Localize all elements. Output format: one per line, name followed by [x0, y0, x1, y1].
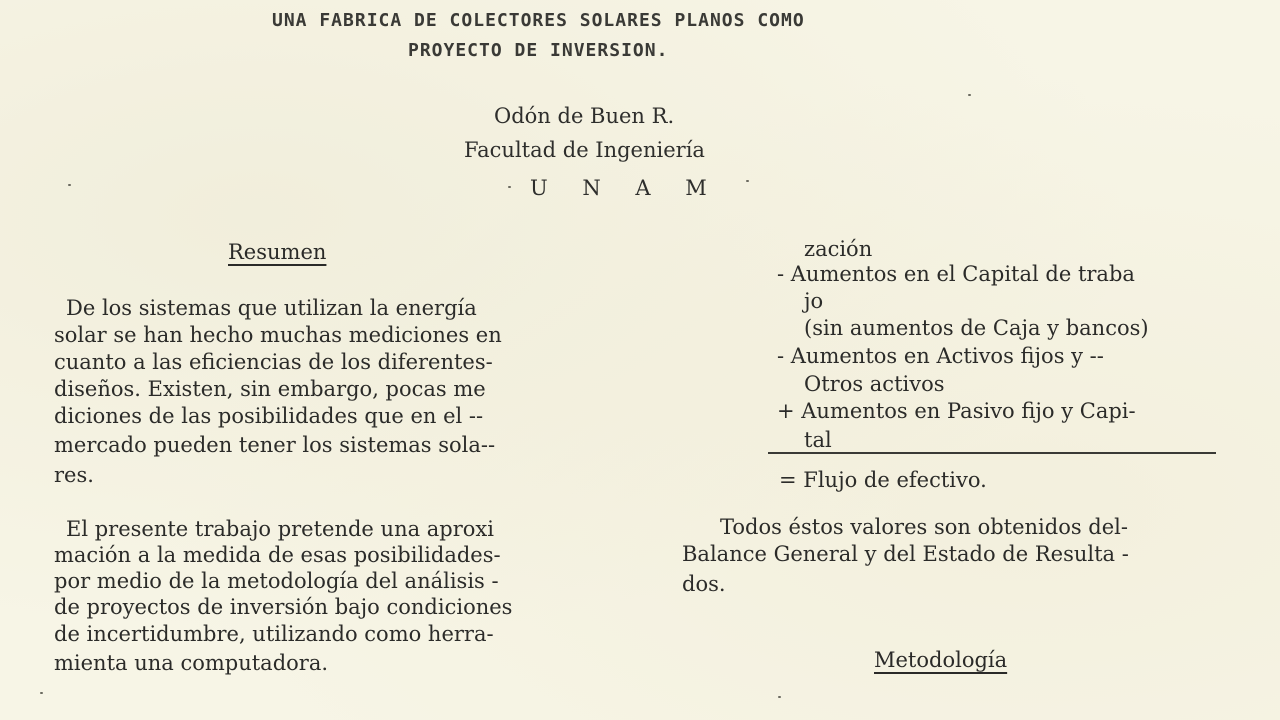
metodologia-heading: Metodología	[874, 648, 1008, 672]
text-line: diseños. Existen, sin embargo, pocas me	[54, 377, 486, 401]
text-line: cuanto a las eficiencias de los diferentes-	[54, 350, 493, 374]
cash-flow-result: = Flujo de efectivo.	[779, 468, 987, 492]
resumen-heading: Resumen	[228, 240, 327, 264]
author-affiliation: Facultad de Ingeniería	[464, 138, 705, 162]
sum-rule	[768, 452, 1216, 454]
text-line: Balance General y del Estado de Resulta -	[682, 542, 1129, 566]
list-line: - Aumentos en Activos fijos y --	[777, 344, 1104, 368]
text-line: res.	[54, 463, 94, 487]
text-line: Todos éstos valores son obtenidos del-	[720, 515, 1128, 539]
paper-title-line-1: UNA FABRICA DE COLECTORES SOLARES PLANOS COMO	[272, 10, 805, 31]
text-line: mercado pueden tener los sistemas sola--	[54, 433, 496, 457]
text-line: El presente trabajo pretende una aproxi	[66, 517, 494, 541]
list-line: + Aumentos en Pasivo fijo y Capi-	[777, 399, 1136, 423]
list-line: tal	[804, 428, 832, 452]
list-line: zación	[804, 237, 873, 261]
text-line: por medio de la metodología del análisis -	[54, 569, 499, 593]
list-line: jo	[804, 289, 824, 313]
list-line: Otros activos	[804, 372, 945, 396]
text-line: diciones de las posibilidades que en el --	[54, 404, 484, 428]
author-name: Odón de Buen R.	[494, 104, 675, 128]
scan-speck	[968, 94, 971, 96]
text-line: mación a la medida de esas posibilidades-	[54, 543, 501, 567]
text-line: de incertidumbre, utilizando como herra-	[54, 622, 494, 646]
paper-title-line-2: PROYECTO DE INVERSION.	[408, 40, 669, 61]
text-line: De los sistemas que utilizan la energía	[66, 296, 477, 320]
list-line: (sin aumentos de Caja y bancos)	[804, 316, 1149, 340]
text-line: de proyectos de inversión bajo condiciones	[54, 595, 513, 619]
text-line: solar se han hecho muchas mediciones en	[54, 323, 502, 347]
scan-speck	[68, 184, 71, 186]
scan-speck	[40, 692, 43, 694]
author-institution: U N A M	[530, 176, 721, 200]
text-line: dos.	[682, 572, 726, 596]
scan-speck	[778, 696, 781, 698]
scan-speck	[746, 180, 749, 182]
text-line: mienta una computadora.	[54, 651, 329, 675]
scan-speck	[508, 186, 511, 188]
list-line: - Aumentos en el Capital de traba	[777, 262, 1135, 286]
